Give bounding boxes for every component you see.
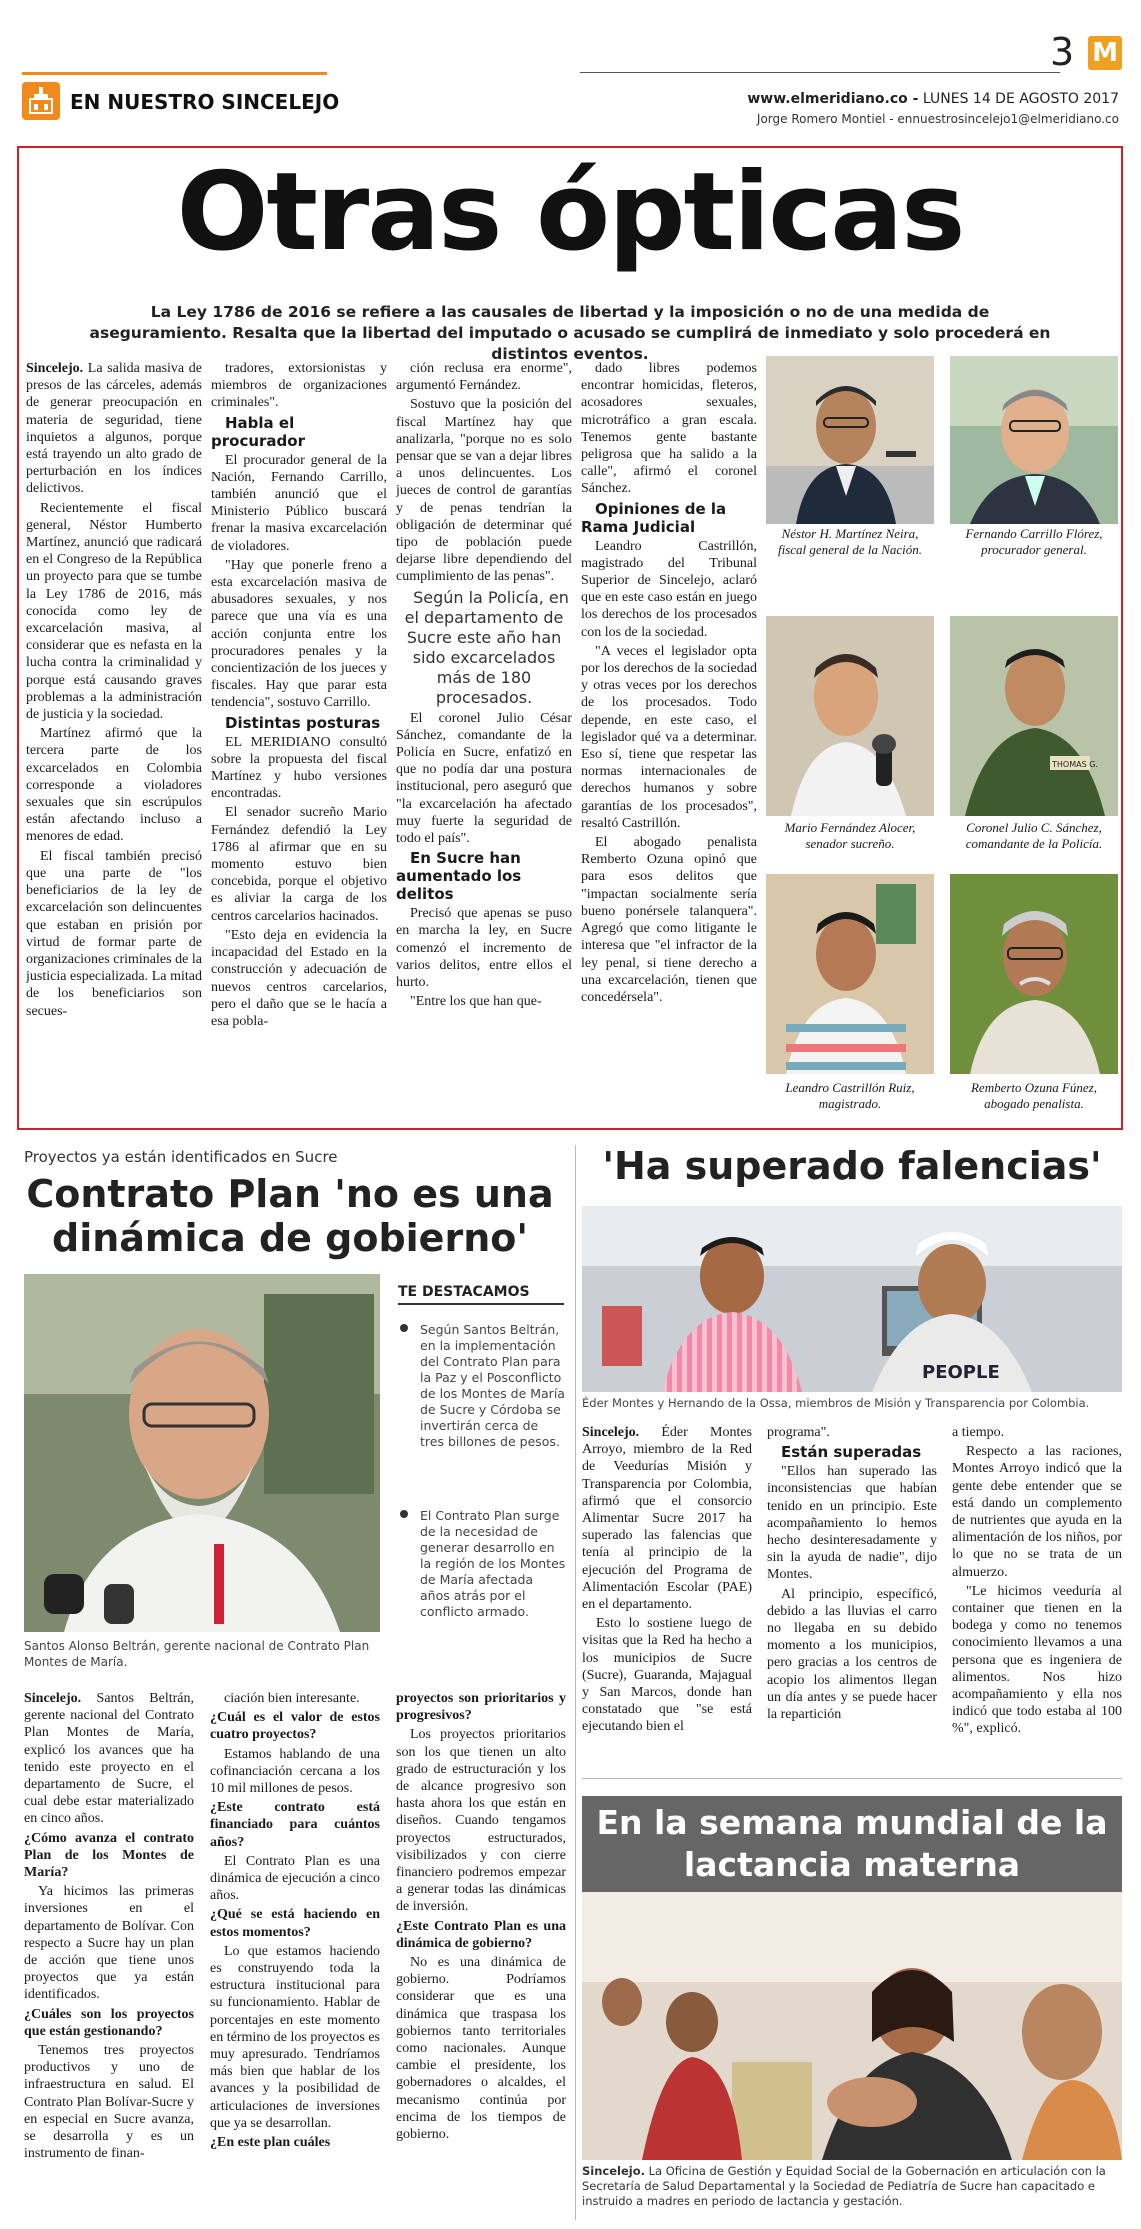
subheading: En Sucre han aumentado los delitos bbox=[396, 849, 522, 904]
paragraph bbox=[211, 360, 387, 412]
paragraph-text: No es una dinámica de gobierno. Podríamos considerar que es una dinámica que traspasa los gobiernos tanto territoriales como nacionales. Aunque cambie el presidente, los gobernadores o alcaldes, el mecanismo continúa por encima de los tiempos de gobierno. bbox=[396, 1955, 566, 2143]
subheading: Están superadas bbox=[781, 1443, 922, 1462]
paragraph-text: "Le hicimos veeduría al container que tienen en la bodega y como no tenemos conocimiento llevamos a una persona que es ingeniera de alimentos. Nos hizo acompañamiento y ella nos indicó que todo estaba al 100 %", explicó. bbox=[952, 1583, 1122, 1737]
falencias-col-3 bbox=[952, 1424, 1122, 1784]
interview-question: ¿Cómo avanza el contrato Plan de los Montes de María? bbox=[24, 1830, 194, 1881]
paragraph bbox=[26, 360, 202, 498]
paragraph bbox=[582, 1615, 752, 1735]
paragraph-text: Al principio, específicó, debido a las lluvias el carro no llegaba en su debido momento a los municipios, pero gracias a los centros de acopio los alimentos llegan un día antes y se puede hacer la repartición bbox=[767, 1586, 937, 1723]
site-url: www.elmeridiano.co - bbox=[747, 91, 919, 107]
portrait-sanchez bbox=[950, 616, 1118, 816]
highlight-2 bbox=[420, 1508, 566, 1620]
paragraph bbox=[396, 396, 572, 585]
paragraph-text: tradores, extorsionistas y miembros de organizaciones criminales". bbox=[211, 361, 387, 411]
paragraph-text: "Ellos han superado las inconsistencias que habían tenido en un principio. Este acompañamiento lo hemos hecho desinteresadamente y sin la ayuda de nadie", dijo Montes. bbox=[767, 1464, 937, 1583]
paragraph bbox=[210, 1746, 380, 1798]
paragraph-text: Éder Montes Arroyo, miembro de la Red de Veedurías Misión y Transparencia por Colombia, afirmó que el consorcio Alimentar Sucre 2017 ha superado las falencias que tenía al principio de la ejecución del Programa de Alimentación Escolar (PAE) en el departamento. bbox=[582, 1425, 752, 1613]
highlight-1 bbox=[420, 1322, 566, 1450]
paragraph-text: El fiscal también precisó que una parte de "los beneficiarios de la ley de excarcelación son delincuentes que estaban en prisión por virtud de formar parte de organizaciones criminales de la justicia especializada. La mitad de los beneficiarios son secues- bbox=[26, 848, 202, 1019]
paragraph-text: "Esto deja en evidencia la incapacidad del Estado en la construcción y adecuación de nuevos centros carcelarios, pero el daño que se le hacía a esa pobla- bbox=[211, 927, 387, 1029]
paragraph bbox=[24, 1883, 194, 2003]
portrait-fernandez bbox=[766, 616, 934, 816]
plan-col-3 bbox=[396, 1690, 566, 2220]
paragraph bbox=[396, 710, 572, 848]
paragraph-text: El coronel Julio César Sánchez, comandante de la Policía en Sucre, enfatizó en que no podía dar una postura institucional, pero aseguró que "la excarcelación ha afectado muy fuerte la seguridad de todo el país". bbox=[396, 710, 572, 847]
paragraph bbox=[396, 1726, 566, 1915]
paragraph bbox=[210, 1690, 380, 1707]
highlight-1-text: Según Santos Beltrán, en la implementación del Contrato Plan para la Paz y el Posconflicto de los Montes de María de Sucre y Córdoba se invertirán cerca de tres billones de pesos. bbox=[420, 1322, 565, 1449]
caption-carrillo: Fernando Carrillo Flórez, procurador general. bbox=[965, 526, 1103, 557]
paragraph bbox=[210, 1853, 380, 1905]
paragraph-text: Lo que estamos haciendo es construyendo toda la estructura institucional para su funcionamiento. Hablar de porcentajes en este momento en término de los proyectos es muy apresurado. Tendríamos más bien que hablar de los avances y la posibilidad de articulaciones de inversiones que ya se desarrollan. bbox=[210, 1943, 380, 2131]
portrait-carrillo bbox=[950, 356, 1118, 524]
paragraph-text: ción reclusa era enorme", argumentó Fernández. bbox=[396, 361, 572, 394]
paragraph bbox=[24, 2042, 194, 2162]
paragraph-text: Los proyectos prioritarios son los que tienen un alto grado de estructuración y los de alcance progresivo son hasta ahora los que están en diseños. Cuando tengamos proyectos estructurados, visibilizados y con cierre financiero podremos empezar a generar todas las dinámicas de inversión. bbox=[396, 1727, 566, 1915]
plan-kicker: Proyectos ya están identificados en Sucre bbox=[24, 1148, 338, 1166]
column-divider bbox=[575, 1145, 576, 2220]
highlights-rule bbox=[398, 1303, 564, 1305]
lactancia-photo bbox=[582, 1892, 1122, 2160]
byline: Jorge Romero Montiel - ennuestrosincelejo1@elmeridiano.co bbox=[756, 112, 1119, 126]
caption-sanchez: Coronel Julio C. Sánchez, comandante de la Policía. bbox=[965, 820, 1103, 851]
paragraph-text: El procurador general de la Nación, Fernando Carrillo, también anunció que el Ministerio Público buscará frenar la masiva excarcelación de violadores. bbox=[211, 452, 387, 554]
subheading: Distintas posturas bbox=[225, 713, 381, 732]
paragraph bbox=[767, 1463, 937, 1583]
plan-photo-caption: Santos Alonso Beltrán, gerente nacional de Contrato Plan Montes de María. bbox=[24, 1639, 370, 1669]
paragraph-text: Esto lo sostiene luego de visitas que la Red ha hecho a los municipios de Sucre (Sucre), Guaranda, Majagual y San Marcos, donde han constatado que "se está ejecutando bien el bbox=[582, 1616, 752, 1735]
portrait-castrillon bbox=[766, 874, 934, 1074]
caption-martinez: Néstor H. Martínez Neira, fiscal general de la Nación. bbox=[777, 526, 923, 557]
paragraph bbox=[211, 452, 387, 555]
issue-date: LUNES 14 DE AGOSTO 2017 bbox=[922, 91, 1119, 107]
paragraph-text: Leandro Castrillón, magistrado del Tribunal Superior de Sincelejo, aclaró que en este caso están en juego los derechos de los procesados con los de la sociedad. bbox=[581, 538, 757, 640]
paragraph bbox=[581, 643, 757, 832]
interview-question: ¿Este Contrato Plan es una dinámica de gobierno? bbox=[396, 1918, 566, 1951]
main-title: Otras ópticas bbox=[176, 150, 964, 275]
main-lead: La Ley 1786 de 2016 se refiere a las causales de libertad y la imposición o no de una medida de aseguramiento. Resalta que la libertad del imputado o acusado se cumplirá de inmediato y solo procederá en distintos eventos. bbox=[89, 303, 1051, 363]
paragraph-text: "Entre los que han que- bbox=[410, 994, 542, 1010]
main-col-2 bbox=[211, 360, 387, 1120]
paragraph-text: dado libres podemos encontrar homicidas, fleteros, acosadores sexuales, microtráfico a gran escala. Tenemos gente bastante peligrosa que ha salido a la calle", afirmó el coronel Sánchez. bbox=[581, 361, 757, 497]
paragraph bbox=[210, 1943, 380, 2132]
section-header bbox=[22, 72, 340, 122]
interview-question: ¿Cuáles son los proyectos que están gestionando? bbox=[24, 2006, 194, 2039]
main-col-4 bbox=[581, 360, 757, 1120]
section-icon bbox=[22, 82, 60, 120]
falencias-col-2 bbox=[767, 1424, 937, 1784]
interview-question: ¿Cuál es el valor de estos cuatro proyectos? bbox=[210, 1710, 380, 1743]
shirt-text: PEOPLE bbox=[922, 1362, 1000, 1383]
paragraph bbox=[211, 557, 387, 712]
paragraph-text: EL MERIDIANO consultó sobre la propuesta del fiscal Martínez y hubo versiones encontradas. bbox=[211, 734, 387, 802]
highlight-2-text: El Contrato Plan surge de la necesidad de generar desarrollo en la región de los Montes de María afectada años atrás por el conflicto armado. bbox=[420, 1508, 566, 1619]
paragraph bbox=[952, 1583, 1122, 1738]
interview-question: ¿En este plan cuáles bbox=[210, 2135, 331, 2151]
plan-col-2 bbox=[210, 1690, 380, 2220]
paragraph bbox=[211, 927, 387, 1030]
paragraph-text: Ya hicimos las primeras inversiones en el departamento de Bolívar. Con respecto a Sucre hay un plan de acción que tiene unos proyectos que ya están identificados. bbox=[24, 1884, 194, 2003]
paragraph bbox=[211, 734, 387, 803]
lactancia-caption bbox=[582, 2164, 1122, 2209]
falencias-col-1 bbox=[582, 1424, 752, 1784]
paragraph bbox=[581, 834, 757, 1006]
lactancia-caption-text: La Oficina de Gestión y Equidad Social de la Gobernación en articulación con la Secretaría de Salud Departamental y la Sociedad de Pediatría de Sucre han capacitado e instruido a madres en periodo de lactancia y gestación. bbox=[582, 2164, 1106, 2208]
uniform-label: THOMAS G. bbox=[1052, 760, 1098, 769]
paragraph-text: ciación bien interesante. bbox=[224, 1691, 360, 1706]
page-number: 3 bbox=[1050, 30, 1075, 74]
paragraph-text: El senador sucreño Mario Fernández defendió la Ley 1786 al afirmar que en su momento estuvo bien concebida, porque el objetivo es aliviar la carga de los centros carcelarios hacinados. bbox=[211, 805, 387, 924]
paragraph-text: Precisó que apenas se puso en marcha la ley, en Sucre comenzó el incremento de varios delitos, entre ellos el hurto. bbox=[396, 906, 572, 991]
dateline bbox=[747, 91, 1119, 107]
falencias-photo bbox=[582, 1206, 1122, 1392]
paragraph-text: Santos Beltrán, gerente nacional del Contrato Plan Montes de María, explicó los avances que ha tenido este proyecto en el departamento de Sucre, el cual debe estar materializado en cinco años. bbox=[24, 1691, 194, 1827]
falencias-photo-caption: Éder Montes y Hernando de la Ossa, miembros de Misión y Transparencia por Colombia. bbox=[582, 1396, 1090, 1410]
paragraph bbox=[767, 1586, 937, 1724]
portrait-martinez bbox=[766, 356, 934, 524]
paragraph-text: Tenemos tres proyectos productivos y uno de infraestructura en salud. El Contrato Plan Bolívar-Sucre y en especial en Sucre avanza, se desarrolla y es un instrumento de finan- bbox=[24, 2043, 194, 2162]
paragraph bbox=[26, 500, 202, 724]
lactancia-caption-lead: Sincelejo. bbox=[582, 2164, 645, 2178]
paragraph-text: Martínez afirmó que la tercera parte de los excarcelados en Colombia corresponde a violadores sexuales que sin escrúpulos están afectando incluso a menores de edad. bbox=[26, 726, 202, 845]
paragraph bbox=[581, 360, 757, 498]
paragraph-text: Recientemente el fiscal general, Néstor Humberto Martínez, anunció que radicará en el Congreso de la República un proyecto para que se tumbe la Ley 1786 de 2016, más conocida como ley de excarcelación masiva, al considerar que es nefasta en la lucha contra la criminalidad y porque está causando graves problemas a la administración de justicia y la sociedad. bbox=[26, 500, 202, 723]
falencias-title: 'Ha superado falencias' bbox=[602, 1144, 1102, 1188]
dateline-lead: Sincelejo. bbox=[582, 1425, 640, 1440]
paragraph-text: Estamos hablando de una cofinanciación cercana a los 10 mil millones de pesos. bbox=[210, 1746, 380, 1797]
paragraph-text: La salida masiva de presos de las cárceles, además de generar preocupación en materia de seguridad, tiene inquietos a algunos, porque está trayendo un alto grado de perturbación en los índices delictivos. bbox=[26, 361, 202, 497]
dateline-lead: Sincelejo. bbox=[26, 361, 84, 376]
paragraph bbox=[581, 538, 757, 641]
main-col-3 bbox=[396, 360, 572, 1120]
logo-mark: M bbox=[1088, 36, 1122, 70]
main-col-1 bbox=[26, 360, 202, 1120]
caption-ozuna: Remberto Ozuna Fúnez, abogado penalista. bbox=[970, 1080, 1097, 1111]
lactancia-title: En la semana mundial de la lactancia materna bbox=[596, 1803, 1108, 1884]
top-rule bbox=[580, 72, 1060, 73]
paragraph bbox=[24, 1690, 194, 1828]
paragraph bbox=[26, 848, 202, 1020]
paragraph bbox=[26, 725, 202, 845]
paragraph bbox=[396, 1954, 566, 2143]
bullet-dot bbox=[400, 1510, 408, 1518]
dateline-lead: Sincelejo. bbox=[24, 1691, 82, 1706]
caption-fernandez: Mario Fernández Alocer, senador sucreño. bbox=[784, 820, 916, 851]
section-title: EN NUESTRO SINCELEJO bbox=[70, 90, 340, 114]
paragraph bbox=[952, 1424, 1122, 1441]
paragraph-text: "A veces el legislador opta por los derechos de la sociedad y otras veces por los derechos de los procesados. Todo depende, en este caso, el legislador qué va a determinar. Eso sí, tiene que respetar las normas internacionales de derechos humanos y sobre garantías de los procesados", resaltó Castrillón. bbox=[581, 643, 757, 831]
paragraph bbox=[952, 1443, 1122, 1581]
plan-col-1 bbox=[24, 1690, 194, 2220]
lactancia-banner bbox=[582, 1796, 1122, 1892]
pull-quote: Según la Policía, en el departamento de Sucre este año han sido excarcelados más de 180 procesados. bbox=[404, 587, 569, 707]
paragraph bbox=[396, 993, 572, 1010]
paragraph-text: programa". bbox=[767, 1425, 830, 1440]
falencias-rule bbox=[582, 1778, 1122, 1779]
plan-photo-beltran bbox=[24, 1274, 380, 1632]
plan-title: Contrato Plan 'no es una dinámica de gobierno' bbox=[26, 1172, 554, 1260]
caption-castrillon: Leandro Castrillón Ruiz, magistrado. bbox=[785, 1080, 915, 1111]
paragraph bbox=[396, 905, 572, 991]
subheading: Habla el procurador bbox=[211, 413, 305, 450]
paragraph-text: Sostuvo que la posición del fiscal Martínez hay que analizarla, "porque no es solo pensar que se van a dejar libres a unos delincuentes. Los jueces de control de garantías y de penas tendrían la obligación de determinar qué tipo de población puede dejarse libre dependiendo del cumplimiento de las penas". bbox=[396, 397, 572, 585]
paragraph-text: "Hay que ponerle freno a esta excarcelación masiva de abusadores sexuales, y nos parece que una vía es una acción conjunta entre los procuradores penales y la concientización de los jueces y fiscales. Hay que parar esta tendencia", sostuvo Carrillo. bbox=[211, 557, 387, 711]
paragraph bbox=[582, 1424, 752, 1613]
interview-question: ¿Qué se está haciendo en estos momentos? bbox=[210, 1907, 380, 1940]
paragraph bbox=[396, 360, 572, 394]
interview-question: ¿Este contrato está financiado para cuántos años? bbox=[210, 1800, 380, 1850]
bullet-dot bbox=[400, 1324, 408, 1332]
subheading: Opiniones de la Rama Judicial bbox=[581, 499, 727, 536]
paragraph-text: a tiempo. bbox=[952, 1425, 1005, 1440]
highlights-title: TE DESTACAMOS bbox=[398, 1284, 530, 1300]
paragraph-text: El abogado penalista Remberto Ozuna opinó que para esos delitos que "impactan socialmente sería bueno ponérsele talanquera". Agregó que como litigante le interesa que "el infractor de la ley penal, si tiene derecho a una excarcelación, tienen que concedérsela". bbox=[581, 835, 757, 1005]
paragraph-text: El Contrato Plan es una dinámica de ejecución a cinco años. bbox=[210, 1853, 380, 1904]
interview-question: proyectos son prioritarios y progresivos? bbox=[396, 1691, 566, 1724]
paragraph bbox=[767, 1424, 937, 1441]
paragraph bbox=[211, 804, 387, 924]
portrait-ozuna bbox=[950, 874, 1118, 1074]
section-rule bbox=[22, 72, 327, 75]
paragraph-text: Respecto a las raciones, Montes Arroyo indicó que la gente debe entender que se está dando un complemento de nutrientes que ayuda en la alimentación de los niños, por lo que no se trata de un almuerzo. bbox=[952, 1444, 1122, 1580]
